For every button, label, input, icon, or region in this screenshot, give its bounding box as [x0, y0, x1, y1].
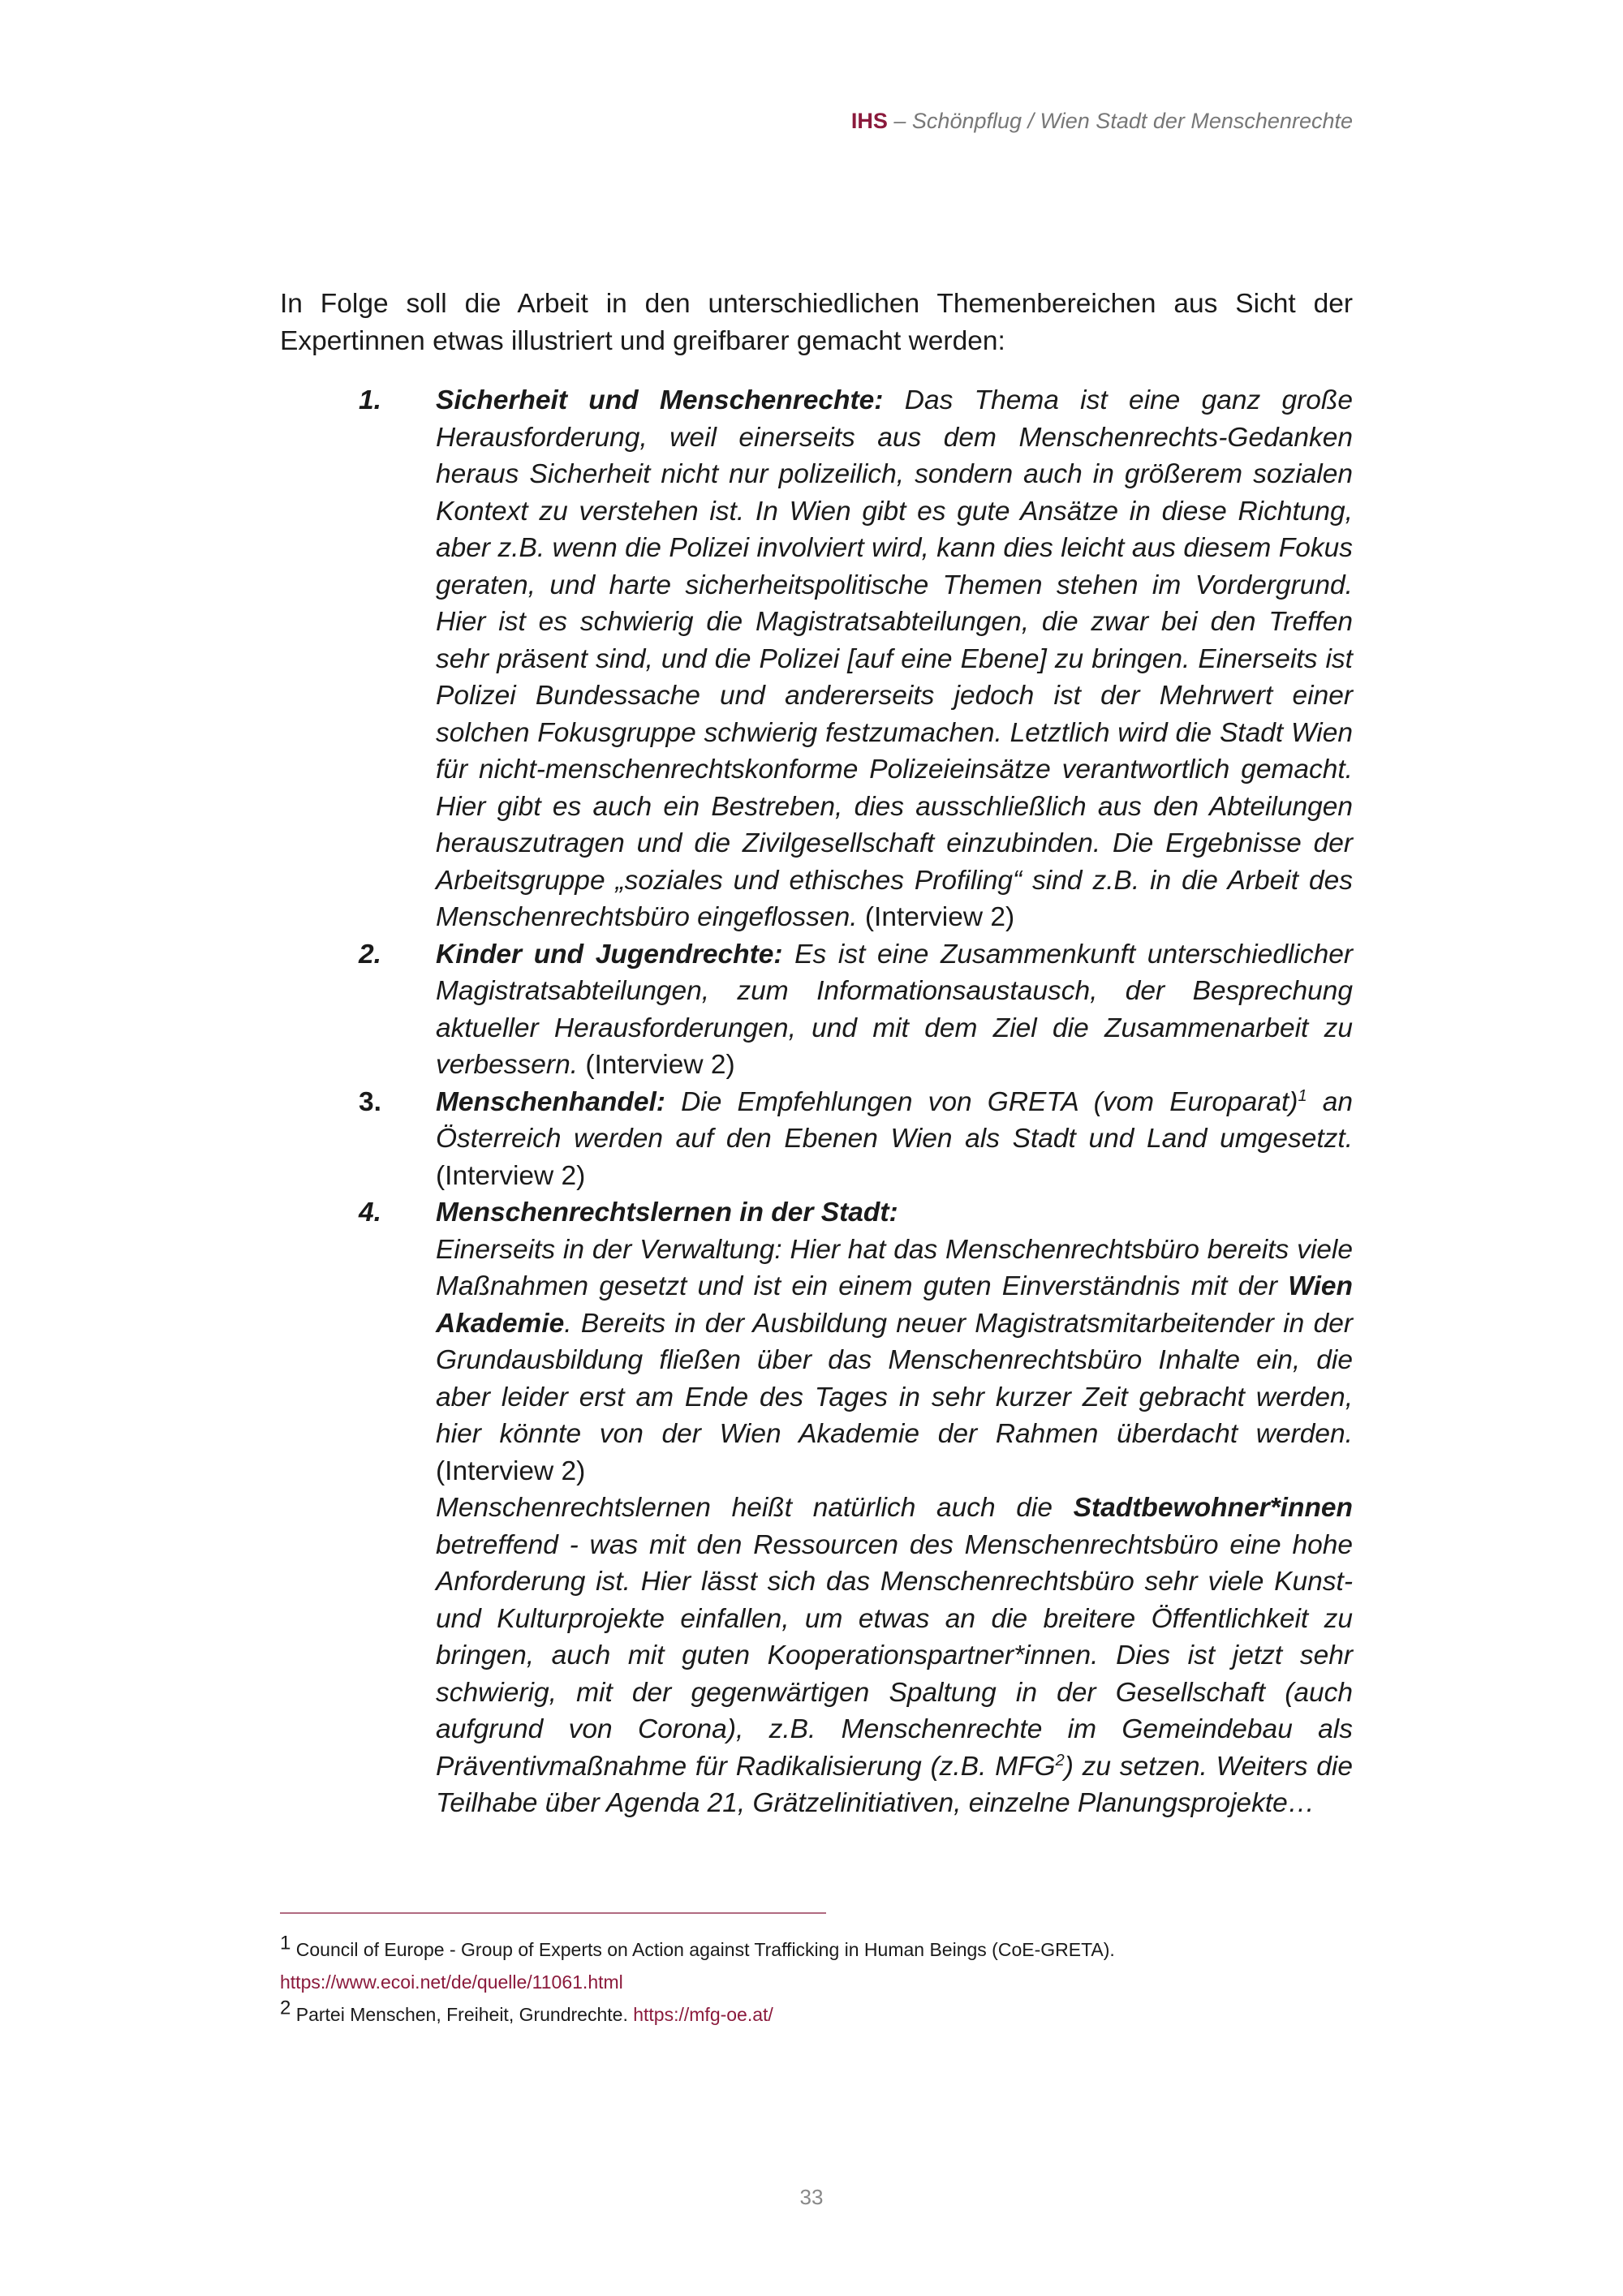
- footnote: [280, 1998, 1351, 2031]
- list-item: [280, 1084, 1353, 1195]
- footnote-link[interactable]: https://www.ecoi.net/de/quelle/11061.html: [280, 1971, 623, 1993]
- footnote-link[interactable]: https://mfg-oe.at/: [633, 2004, 773, 2025]
- item-title: Kinder und Jugendrechte:: [436, 939, 783, 970]
- paragraph-text: ) zu setzen. Weiters die Teilhabe über Agenda 21, Grätzelinitiativen, einzelne Planungsprojekte…: [436, 1751, 1353, 1818]
- header-separator: –: [887, 109, 912, 133]
- list-number: 2.: [359, 939, 381, 970]
- footnote: [280, 1933, 1351, 1966]
- paragraph-text: . Bereits in der Ausbildung neuer Magistratsmitarbeitender in der Grundausbildung fließen über das Menschenrechtsbüro Inhalte ein, die aber leider erst am Ende des Tages in sehr kurzer Zeit gebracht werden, hier könnte von der Wien Akademie der Rahmen überdacht werden.: [436, 1308, 1353, 1449]
- intro-paragraph: In Folge soll die Arbeit in den unterschiedlichen Themenbereichen aus Sicht der Expertinnen etwas illustriert und greifbarer gemacht werden:: [280, 289, 1353, 356]
- item-reference: (Interview 2): [857, 902, 1015, 932]
- list-number: 4.: [359, 1197, 381, 1228]
- footnote-number: 1: [280, 1932, 291, 1954]
- paragraph-text: Einerseits in der Verwaltung: Hier hat das Menschenrechtsbüro bereits viele Maßnahmen gesetzt und ist ein einem guten Einverständnis mit der: [436, 1234, 1353, 1301]
- item-paragraph: [436, 1232, 1353, 1490]
- header-org: IHS: [850, 109, 888, 133]
- header-title: Schönpflug / Wien Stadt der Menschenrechte: [911, 109, 1353, 133]
- item-title: Sicherheit und Menschenrechte:: [436, 385, 884, 415]
- list-item-body: [436, 1194, 1353, 1822]
- footnote-separator: [280, 1912, 826, 1914]
- topic-list: [280, 382, 1353, 1822]
- list-number: 1.: [359, 385, 381, 415]
- running-header: [851, 109, 1353, 134]
- item-reference: (Interview 2): [578, 1050, 735, 1080]
- footnote-text: Partei Menschen, Freiheit, Grundrechte.: [291, 2004, 634, 2025]
- list-number: 3.: [359, 1086, 381, 1117]
- paragraph-text: Menschenrechtslernen heißt natürlich auch die: [436, 1493, 1074, 1523]
- list-item: [280, 382, 1353, 936]
- item-text: Es ist eine Zusammenkunft unterschiedlicher Magistratsabteilungen, zum Informationsaustausch, der Besprechung aktueller Herausforderungen, und mit dem Ziel die Zusammenarbeit zu verbessern.: [436, 939, 1353, 1080]
- footnotes: [280, 1933, 1351, 2031]
- emphasis-stadtbewohner: Stadtbewohner*innen: [1073, 1493, 1353, 1523]
- item-reference: (Interview 2): [436, 1455, 586, 1486]
- list-item: [280, 936, 1353, 1084]
- footnote-marker[interactable]: 2: [1055, 1751, 1065, 1769]
- footnote-marker[interactable]: 1: [1298, 1086, 1307, 1105]
- item-text-continued: an Österreich werden auf den Ebenen Wien als Stadt und Land umgesetzt.: [436, 1086, 1353, 1154]
- main-content: [280, 286, 1353, 1822]
- item-title: Menschenhandel:: [436, 1086, 665, 1117]
- page-number: 33: [799, 2185, 824, 2209]
- list-item-body: [436, 1084, 1353, 1195]
- footnote-number: 2: [280, 1997, 291, 2019]
- item-title: Menschenrechtslernen in der Stadt:: [436, 1197, 898, 1228]
- footnote-link-line: [280, 1966, 1351, 1998]
- item-reference: (Interview 2): [436, 1160, 586, 1191]
- footnote-text: Council of Europe - Group of Experts on Action against Trafficking in Human Beings (CoE-GRETA).: [291, 1939, 1115, 1960]
- list-item-body: [436, 382, 1353, 936]
- list-item: [280, 1194, 1353, 1822]
- paragraph-text: betreffend - was mit den Ressourcen des Menschenrechtsbüro eine hohe Anforderung ist. Hier lässt sich das Menschenrechtsbüro sehr viele Kunst- und Kulturprojekte einfallen, um etwas an die breitere Öffentlichkeit zu bringen, auch mit guten Kooperationspartner*innen. Dies ist jetzt sehr schwierig, mit der gegenwärtigen Spaltung in der Gesellschaft (auch aufgrund von Corona), z.B. Menschenrechte im Gemeindebau als Präventivmaßnahme für Radikalisierung (z.B. MFG: [436, 1529, 1353, 1782]
- item-text: Die Empfehlungen von GRETA (vom Europarat): [665, 1086, 1298, 1117]
- list-item-body: [436, 936, 1353, 1084]
- item-text: Das Thema ist eine ganz große Herausforderung, weil einerseits aus dem Menschenrechts-Gedanken heraus Sicherheit nicht nur polizeilich, sondern auch in größerem sozialen Kontext zu verstehen ist. In Wien gibt es gute Ansätze in diese Richtung, aber z.B. wenn die Polizei involviert wird, kann dies leicht aus diesem Fokus geraten, und harte sicherheitspolitische Themen stehen im Vordergrund. Hier ist es schwierig die Magistratsabteilungen, die zwar bei den Treffen sehr präsent sind, und die Polizei [auf eine Ebene] zu bringen. Einerseits ist Polizei Bundessache und andererseits jedoch ist der Mehrwert einer solchen Fokusgruppe schwierig festzumachen. Letztlich wird die Stadt Wien für nicht-menschenrechtskonforme Polizeieinsätze verantwortlich gemacht. Hier gibt es auch ein Bestreben, dies ausschließlich aus den Abteilungen herauszutragen und die Zivilgesellschaft einzubinden. Die Ergebnisse der Arbeitsgruppe „soziales und ethisches Profiling“ sind z.B. in die Arbeit des Menschenrechtsbüro eingeflossen.: [436, 385, 1354, 932]
- emphasis-wien-akademie: Wien Akademie: [436, 1271, 1353, 1339]
- item-paragraph: [436, 1490, 1353, 1822]
